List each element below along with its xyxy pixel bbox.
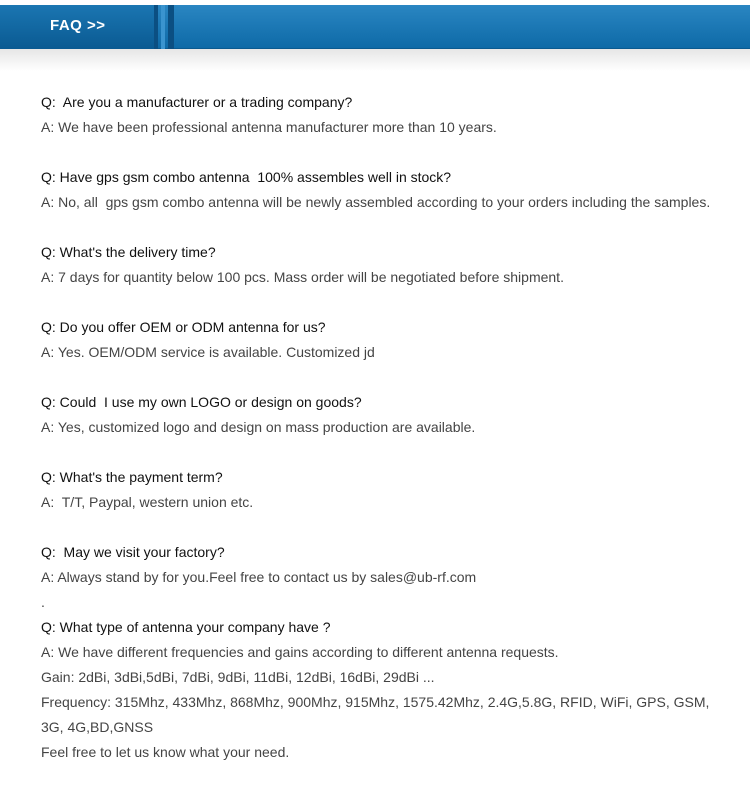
faq-question: Q: Do you offer OEM or ODM antenna for us? xyxy=(41,319,326,335)
faq-item xyxy=(41,165,721,215)
faq-answer: A: No, all gps gsm combo antenna will be newly assembled according to your orders including the samples. xyxy=(41,194,711,210)
faq-answer: A: Yes. OEM/ODM service is available. Customized jd xyxy=(41,344,375,360)
faq-answer-frequency: Frequency: 315Mhz, 433Mhz, 868Mhz, 900Mhz, 915Mhz, 1575.42Mhz, 2.4G,5.8G, RFID, WiFi, GPS, GSM, 3G, 4G,BD,GNSS xyxy=(41,694,714,735)
faq-answer: A: Always stand by for you.Feel free to contact us by sales@ub-rf.com xyxy=(41,569,477,585)
faq-item xyxy=(41,315,721,365)
faq-item xyxy=(41,390,721,440)
faq-header-title: FAQ >> xyxy=(50,17,106,34)
faq-item xyxy=(41,90,721,140)
faq-question: Q: May we visit your factory? xyxy=(41,544,225,560)
header-divider-bar xyxy=(161,5,165,49)
faq-question: Q: What's the delivery time? xyxy=(41,244,216,260)
faq-header-banner xyxy=(0,5,750,49)
faq-answer-closing: Feel free to let us know what your need. xyxy=(41,744,290,760)
faq-answer: A: 7 days for quantity below 100 pcs. Mass order will be negotiated before shipment. xyxy=(41,269,564,285)
faq-answer: A: We have been professional antenna manufacturer more than 10 years. xyxy=(41,119,497,135)
faq-list xyxy=(41,90,721,790)
faq-header-tab xyxy=(0,5,154,49)
faq-item xyxy=(41,615,721,765)
faq-question: Q: What's the payment term? xyxy=(41,469,223,485)
faq-item xyxy=(41,465,721,515)
header-divider-bar xyxy=(154,5,158,49)
faq-question: Q: Could I use my own LOGO or design on goods? xyxy=(41,394,362,410)
header-shadow xyxy=(0,49,750,71)
faq-question: Q: What type of antenna your company have ? xyxy=(41,619,331,635)
faq-answer: A: Yes, customized logo and design on mass production are available. xyxy=(41,419,476,435)
faq-question: Q: Are you a manufacturer or a trading company? xyxy=(41,94,353,110)
faq-answer: A: We have different frequencies and gains according to different antenna requests. xyxy=(41,644,559,660)
faq-answer: A: T/T, Paypal, western union etc. xyxy=(41,494,254,510)
faq-answer-gain: Gain: 2dBi, 3dBi,5dBi, 7dBi, 9dBi, 11dBi, 12dBi, 16dBi, 29dBi ... xyxy=(41,669,435,685)
faq-item xyxy=(41,540,721,590)
faq-question: Q: Have gps gsm combo antenna 100% assembles well in stock? xyxy=(41,169,452,185)
faq-item xyxy=(41,240,721,290)
header-divider-bar xyxy=(168,5,174,49)
separator-dot: . xyxy=(41,594,45,610)
